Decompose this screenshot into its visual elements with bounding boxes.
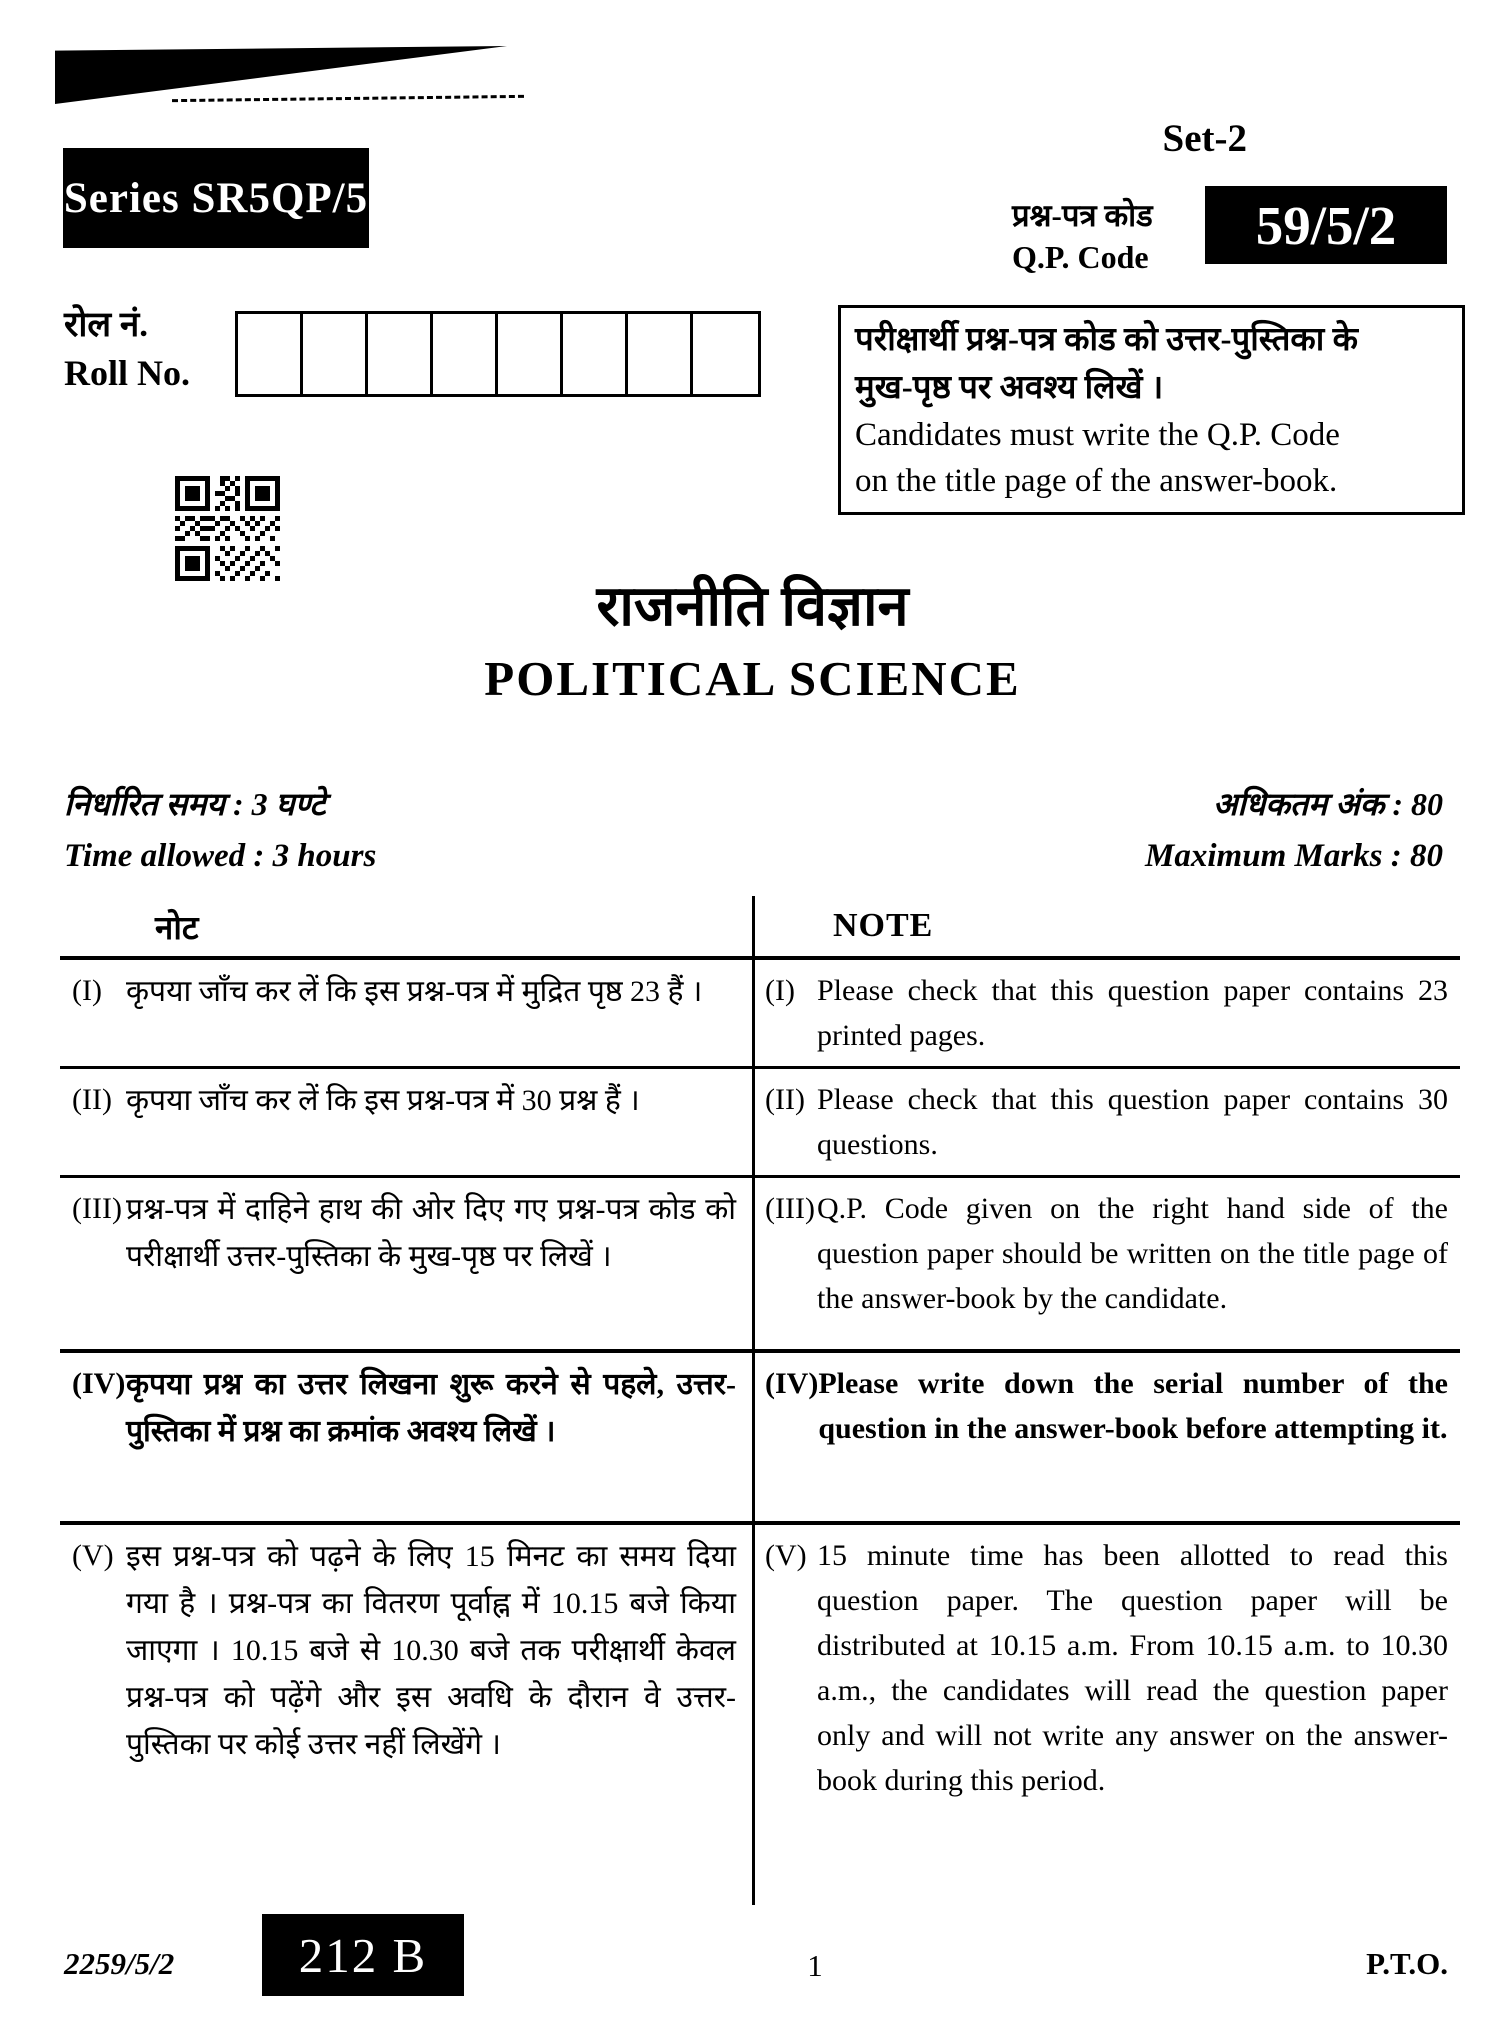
candidate-instruction-box — [838, 305, 1465, 515]
footer-print-code: 2259/5/2 — [64, 1946, 175, 1981]
roll-number-cell — [368, 314, 433, 394]
instruction-hindi-line1: परीक्षार्थी प्रश्न-पत्र कोड को उत्तर-पुस्तिका के — [855, 322, 1358, 358]
note-row-2-number: (II) — [765, 1083, 805, 1116]
qp-code-labels — [1012, 196, 1153, 278]
note-row-4-text-english: Please write down the serial number of the question in the answer-book before attempting it. — [818, 1367, 1448, 1445]
note-row-3-number: (III) — [72, 1192, 122, 1225]
instruction-hindi-line2: मुख-पृष्ठ पर अवश्य लिखें । — [855, 370, 1164, 406]
instruction-english-line1: Candidates must write the Q.P. Code — [855, 417, 1340, 453]
note-row-5-number: (V) — [72, 1539, 114, 1572]
roll-number-cell — [238, 314, 303, 394]
note-row-4 — [60, 1349, 1460, 1521]
footer-batch-label: 212 B — [298, 1927, 428, 1983]
qp-code-value: 59/5/2 — [1255, 194, 1397, 256]
roll-number-cell — [693, 314, 758, 394]
note-table — [60, 896, 1460, 1905]
note-row-2 — [60, 1066, 1460, 1175]
time-allowed-english: Time allowed : 3 hours — [64, 838, 377, 874]
note-row-3-number: (III) — [765, 1192, 815, 1225]
roll-label-hindi: रोल नं. — [64, 305, 149, 344]
note-row-4-number: (IV) — [765, 1367, 819, 1400]
roll-number-cell — [563, 314, 628, 394]
max-marks-hindi: अधिकतम अंक : 80 — [1212, 786, 1443, 822]
roll-number-grid — [235, 311, 761, 397]
note-row-1-text-hindi: कृपया जाँच कर लें कि इस प्रश्न-पत्र में मुद्रित पृष्ठ 23 हैं । — [126, 975, 703, 1008]
time-allowed-hindi: निर्धारित समय : 3 घण्टे — [64, 786, 326, 822]
note-row-4-number: (IV) — [72, 1367, 126, 1400]
roll-number-cell — [498, 314, 563, 394]
series-badge — [63, 148, 369, 248]
note-header-english: NOTE — [833, 907, 934, 944]
page-number: 1 — [807, 1948, 823, 1983]
set-label: Set-2 — [1162, 117, 1247, 160]
note-row-2-text-english: Please check that this question paper contains 30 questions. — [817, 1083, 1448, 1161]
note-row-5 — [60, 1521, 1460, 1905]
note-row-5-text-hindi: इस प्रश्न-पत्र को पढ़ने के लिए 15 मिनट का समय दिया गया है । प्रश्न-पत्र का वितरण पूर्वाह्न में 10.15 बजे किया जाएगा । 10.15 बजे से 10.30 बजे तक परीक्षार्थी केवल प्रश्न-पत्र को पढ़ेंगे और इस अवधि के दौरान वे उत्तर-पुस्तिका पर कोई उत्तर नहीं लिखेंगे । — [126, 1540, 736, 1761]
note-row-3-text-english: Q.P. Code given on the right hand side of the question paper should be written on the title page of the answer-book by the candidate. — [817, 1192, 1448, 1315]
note-row-2-number: (II) — [72, 1083, 112, 1116]
note-row-3-text-hindi: प्रश्न-पत्र में दाहिने हाथ की ओर दिए गए प्रश्न-पत्र कोड को परीक्षार्थी उत्तर-पुस्तिका के मुख-पृष्ठ पर लिखें । — [126, 1193, 736, 1273]
note-row-5-text-english: 15 minute time has been allotted to read this question paper. The question paper will be distributed at 10.15 a.m. From 10.15 a.m. to 10.30 a.m., the candidates will read the question paper only and will not write any answer on the answer-book during this period. — [817, 1539, 1448, 1797]
note-row-1 — [60, 960, 1460, 1066]
note-table-header-row — [60, 896, 1460, 960]
roll-number-cell — [628, 314, 693, 394]
qp-code-label-hindi: प्रश्न-पत्र कोड — [1012, 198, 1153, 233]
note-row-1-number: (I) — [765, 974, 795, 1007]
roll-number-cell — [433, 314, 498, 394]
paper-title-english: POLITICAL SCIENCE — [484, 651, 1021, 706]
roll-number-cell — [303, 314, 368, 394]
note-header-hindi: नोट — [155, 910, 199, 947]
roll-label-english: Roll No. — [64, 353, 190, 393]
note-row-2-text-hindi: कृपया जाँच कर लें कि इस प्रश्न-पत्र में 30 प्रश्न हैं । — [126, 1084, 640, 1117]
note-row-5-number: (V) — [765, 1539, 807, 1572]
qp-code-label-english: Q.P. Code — [1012, 239, 1149, 275]
note-row-3 — [60, 1175, 1460, 1349]
series-label: Series SR5QP/5 — [63, 174, 369, 222]
scan-artifact-dash — [172, 95, 524, 102]
qp-code-badge — [1205, 186, 1447, 264]
note-row-4-text-hindi: कृपया प्रश्न का उत्तर लिखना शुरू करने से पहले, उत्तर-पुस्तिका में प्रश्न का क्रमांक अवश्य लिखें । — [126, 1368, 736, 1448]
note-row-1-text-english: Please check that this question paper contains 23 printed pages. — [817, 974, 1448, 1052]
max-marks-english: Maximum Marks : 80 — [1145, 838, 1443, 874]
instruction-english-line2: on the title page of the answer-book. — [855, 463, 1338, 499]
pto-label: P.T.O. — [1366, 1946, 1448, 1981]
paper-title-hindi: राजनीति विज्ञान — [596, 576, 909, 638]
footer-batch-badge — [262, 1914, 464, 1996]
note-row-1-number: (I) — [72, 974, 102, 1007]
